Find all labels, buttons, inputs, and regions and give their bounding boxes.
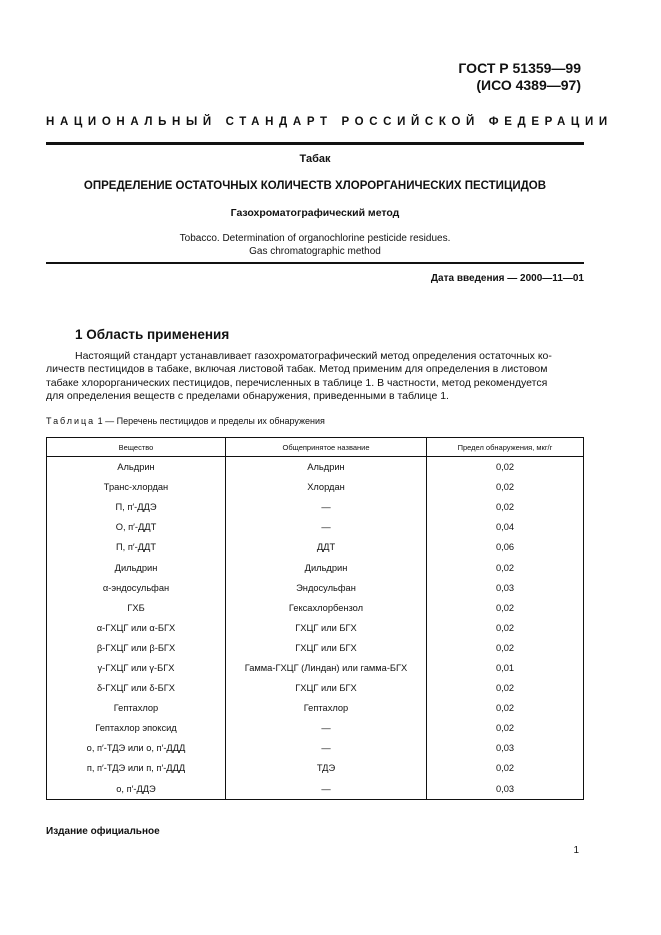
english-title (46, 232, 584, 258)
table-row (47, 678, 584, 698)
cell-common-name: Гамма-ГХЦГ (Линдан) или гамма-БГХ (226, 658, 427, 678)
cell-detection-limit: 0,02 (427, 638, 584, 658)
column-header-detection-limit: Предел обнаружения, мкг/г (427, 438, 584, 457)
cell-detection-limit: 0,02 (427, 678, 584, 698)
table-row (47, 758, 584, 778)
cell-detection-limit: 0,02 (427, 758, 584, 778)
table-body (47, 457, 584, 800)
english-title-line-1: Tobacco. Determination of organochlorine pesticide residues. (179, 233, 451, 244)
standard-code-block (458, 60, 581, 94)
cell-substance: α-ГХЦГ или α-БГХ (47, 618, 226, 638)
cell-substance: О, п′-ДДТ (47, 517, 226, 537)
cell-detection-limit: 0,06 (427, 537, 584, 557)
method-subtitle: Газохроматографический метод (230, 207, 400, 219)
cell-common-name: ГХЦГ или БГХ (226, 678, 427, 698)
cell-detection-limit: 0,03 (427, 738, 584, 758)
paragraph-line: Настоящий стандарт устанавливает газохроматографический метод определения остаточных ко- (75, 350, 552, 362)
cell-substance: о, п′-ТДЭ или о, п′-ДДД (47, 738, 226, 758)
cell-detection-limit: 0,04 (427, 517, 584, 537)
table-caption (46, 416, 325, 426)
cell-common-name: Гептахлор (226, 698, 427, 718)
paragraph-line: табаке хлорорганических пестицидов, перечисленных в таблице 1. В частности, метод рекомендуется (46, 376, 548, 389)
table-row (47, 598, 584, 618)
cell-common-name: ТДЭ (226, 758, 427, 778)
paragraph-line: для определения веществ с пределами обнаружения, приведенными в таблице 1. (46, 390, 449, 403)
table-row (47, 517, 584, 537)
table-row (47, 557, 584, 577)
cell-detection-limit: 0,02 (427, 457, 584, 478)
table-caption-text: 1 — Перечень пестицидов и пределы их обнаружения (95, 416, 325, 426)
cell-common-name: Эндосульфан (226, 578, 427, 598)
cell-detection-limit: 0,02 (427, 557, 584, 577)
cell-detection-limit: 0,02 (427, 698, 584, 718)
page-number: 1 (573, 845, 579, 856)
table-row (47, 477, 584, 497)
cell-detection-limit: 0,03 (427, 578, 584, 598)
english-title-line-2: Gas chromatographic method (249, 246, 381, 257)
table-row (47, 537, 584, 557)
cell-substance: α-эндосульфан (47, 578, 226, 598)
column-header-substance: Вещество (47, 438, 226, 457)
title-divider (46, 262, 584, 264)
cell-detection-limit: 0,02 (427, 497, 584, 517)
table-row (47, 578, 584, 598)
cell-common-name: Альдрин (226, 457, 427, 478)
table-row (47, 738, 584, 758)
cell-substance: δ-ГХЦГ или δ-БГХ (47, 678, 226, 698)
standard-code: ГОСТ Р 51359—99 (458, 60, 581, 76)
cell-substance: п, п′-ТДЭ или п, п′-ДДД (47, 758, 226, 778)
scope-paragraph (46, 350, 584, 404)
cell-detection-limit: 0,01 (427, 658, 584, 678)
cell-common-name: Дильдрин (226, 557, 427, 577)
cell-substance: П, п′-ДДЭ (47, 497, 226, 517)
document-subject: Табак (299, 153, 331, 165)
cell-common-name: — (226, 779, 427, 800)
iso-code: (ИСО 4389—97) (476, 77, 581, 93)
introduction-date: Дата введения — 2000—11—01 (430, 273, 584, 284)
pesticides-table (46, 437, 584, 800)
cell-common-name: ГХЦГ или БГХ (226, 618, 427, 638)
cell-substance: о, п′-ДДЭ (47, 779, 226, 800)
cell-substance: Альдрин (47, 457, 226, 478)
cell-substance: γ-ГХЦГ или γ-БГХ (47, 658, 226, 678)
table-row (47, 779, 584, 800)
table-row (47, 718, 584, 738)
table-row (47, 638, 584, 658)
paragraph-line: личеств пестицидов в табаке, включая листовой табак. Метод применим для определения в листовом (46, 363, 548, 376)
cell-detection-limit: 0,03 (427, 779, 584, 800)
table-header-row (47, 438, 584, 457)
official-edition-label: Издание официальное (46, 826, 160, 837)
cell-substance: П, п′-ДДТ (47, 537, 226, 557)
cell-common-name: Гексахлорбензол (226, 598, 427, 618)
cell-common-name: — (226, 738, 427, 758)
document-title: ОПРЕДЕЛЕНИЕ ОСТАТОЧНЫХ КОЛИЧЕСТВ ХЛОРОРГАНИЧЕСКИХ ПЕСТИЦИДОВ (83, 180, 547, 192)
table-caption-label: Таблица (46, 416, 96, 426)
cell-detection-limit: 0,02 (427, 598, 584, 618)
section-heading: 1 Область применения (75, 327, 230, 342)
table-row (47, 618, 584, 638)
cell-substance: β-ГХЦГ или β-БГХ (47, 638, 226, 658)
column-header-common-name: Общепринятое название (226, 438, 427, 457)
cell-substance: ГХБ (47, 598, 226, 618)
cell-detection-limit: 0,02 (427, 477, 584, 497)
table-row (47, 457, 584, 478)
table-row (47, 698, 584, 718)
cell-substance: Транс-хлордан (47, 477, 226, 497)
table-row (47, 658, 584, 678)
national-standard-banner: НАЦИОНАЛЬНЫЙ СТАНДАРТ РОССИЙСКОЙ ФЕДЕРАЦИИ (46, 116, 613, 128)
cell-common-name: ДДТ (226, 537, 427, 557)
cell-common-name: ГХЦГ или БГХ (226, 638, 427, 658)
cell-substance: Дильдрин (47, 557, 226, 577)
cell-substance: Гептахлор (47, 698, 226, 718)
cell-common-name: — (226, 517, 427, 537)
table-row (47, 497, 584, 517)
cell-detection-limit: 0,02 (427, 718, 584, 738)
cell-common-name: Хлордан (226, 477, 427, 497)
cell-common-name: — (226, 718, 427, 738)
cell-common-name: — (226, 497, 427, 517)
cell-detection-limit: 0,02 (427, 618, 584, 638)
top-divider (46, 142, 584, 145)
cell-substance: Гептахлор эпоксид (47, 718, 226, 738)
